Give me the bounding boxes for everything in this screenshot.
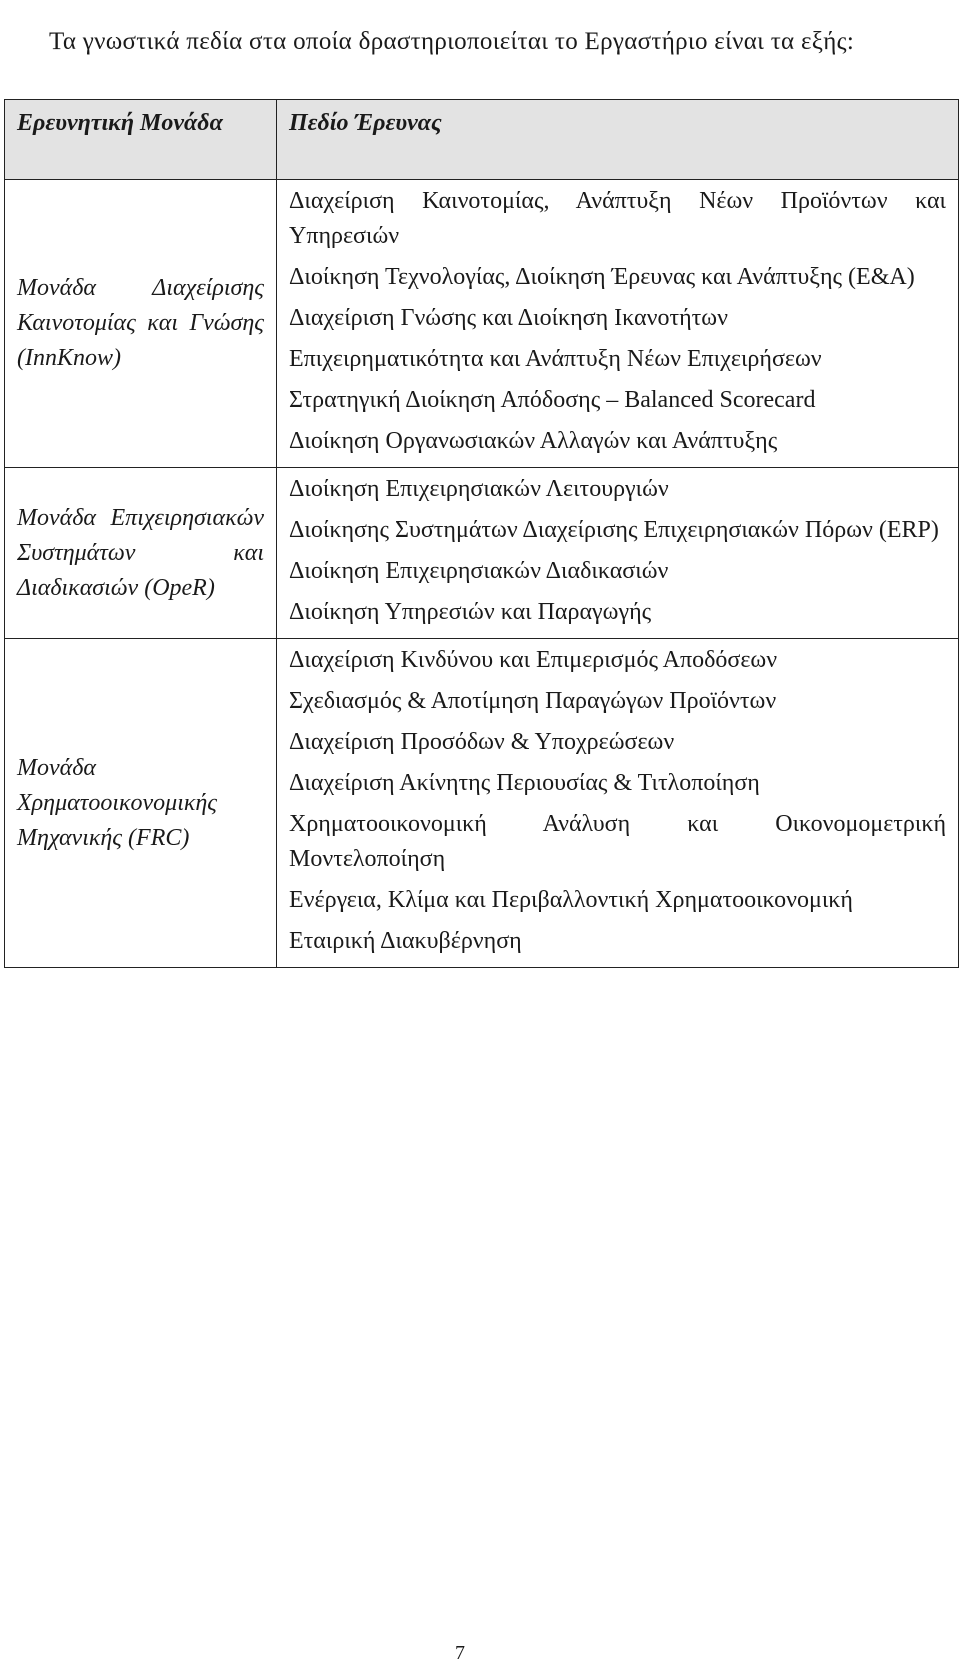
research-field: Διοίκηση Οργανωσιακών Αλλαγών και Ανάπτυξης xyxy=(289,428,778,454)
research-field: Διαχείριση Ακίνητης Περιουσίας & Τιτλοποίηση xyxy=(289,770,760,796)
table-header-row xyxy=(5,100,959,180)
research-field: Διοίκησης Συστημάτων Διαχείρισης Επιχειρησιακών Πόρων (ERP) xyxy=(289,517,939,543)
research-field: Διαχείριση Κινδύνου και Επιμερισμός Αποδόσεων xyxy=(289,647,778,673)
research-field: Ενέργεια, Κλίμα και Περιβαλλοντική Χρηματοοικονομική xyxy=(289,887,853,913)
page-number: 7 xyxy=(455,1642,465,1664)
research-field: Διαχείριση Καινοτομίας, Ανάπτυξη Νέων Προϊόντων και Υπηρεσιών xyxy=(289,188,946,249)
table-row-innknow xyxy=(5,180,959,468)
research-field: Διοίκηση Τεχνολογίας, Διοίκηση Έρευνας και Ανάπτυξης (Ε&Α) xyxy=(289,264,915,290)
unit-frc: Μονάδα Χρηματοοικονομικής Μηχανικής (FRC) xyxy=(5,639,277,968)
fields-oper xyxy=(277,468,959,639)
fields-innknow xyxy=(277,180,959,468)
research-field: Σχεδιασμός & Αποτίμηση Παραγώγων Προϊόντων xyxy=(289,688,777,714)
research-field: Διοίκηση Υπηρεσιών και Παραγωγής xyxy=(289,599,652,625)
research-field: Διαχείριση Προσόδων & Υποχρεώσεων xyxy=(289,729,675,755)
header-research-unit: Ερευνητική Μονάδα xyxy=(5,100,277,180)
research-field: Επιχειρηματικότητα και Ανάπτυξη Νέων Επιχειρήσεων xyxy=(289,346,822,372)
research-field: Διαχείριση Γνώσης και Διοίκηση Ικανοτήτων xyxy=(289,305,728,331)
header-research-field: Πεδίο Έρευνας xyxy=(277,100,959,180)
research-field: Διοίκηση Επιχειρησιακών Διαδικασιών xyxy=(289,558,669,584)
table-row-oper xyxy=(5,468,959,639)
unit-innknow: Μονάδα Διαχείρισης Καινοτομίας και Γνώσης (InnKnow) xyxy=(5,180,277,468)
research-field: Εταιρική Διακυβέρνηση xyxy=(289,928,522,954)
research-field: Χρηματοοικονομική Ανάλυση και Οικονομομετρική Μοντελοποίηση xyxy=(289,811,946,872)
research-field: Διοίκηση Επιχειρησιακών Λειτουργιών xyxy=(289,476,669,502)
research-units-table xyxy=(4,99,959,968)
research-field: Στρατηγική Διοίκηση Απόδοσης – Balanced Scorecard xyxy=(289,387,816,413)
table-row-frc xyxy=(5,639,959,968)
fields-frc xyxy=(277,639,959,968)
intro-paragraph: Τα γνωστικά πεδία στα οποία δραστηριοποιείται το Εργαστήριο είναι τα εξής: xyxy=(49,28,855,55)
unit-oper: Μονάδα Επιχειρησιακών Συστημάτων και Διαδικασιών (OpeR) xyxy=(5,468,277,639)
